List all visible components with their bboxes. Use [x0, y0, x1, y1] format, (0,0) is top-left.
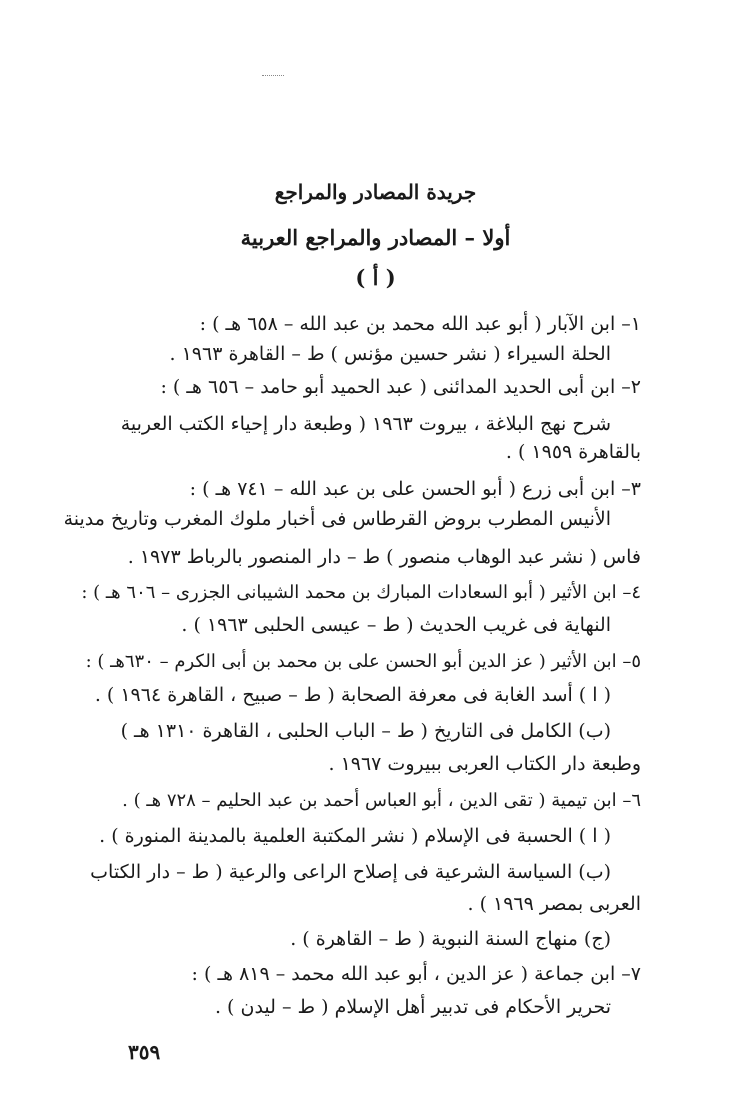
entry-text: بالقاهرة ١٩٥٩ ) .	[505, 441, 641, 463]
entry-text: تحرير الأحكام فى تدبير أهل الإسلام ( ط – ليدن ) .	[214, 996, 611, 1018]
entry-text: النهاية فى غريب الحديث ( ط – عيسى الحلبى ١٩٦٣ ) .	[181, 614, 611, 636]
entry-heading: ٤– ابن الأثير ( أبو السعادات المبارك بن محمد الشيبانى الجزرى – ٦٠٦ هـ ) :	[81, 582, 641, 603]
entry-text: العربى بمصر ١٩٦٩ ) .	[467, 893, 641, 915]
entry-heading: ١– ابن الآبار ( أبو عبد الله محمد بن عبد الله – ٦٥٨ هـ ) :	[199, 313, 641, 335]
entry-heading: ٣– ابن أبى زرع ( أبو الحسن على بن عبد الله – ٧٤١ هـ ) :	[189, 478, 641, 500]
entry-text: (ج) منهاج السنة النبوية ( ط – القاهرة ) .	[290, 928, 611, 950]
entry-heading: ٢– ابن أبى الحديد المدائنى ( عبد الحميد أبو حامد – ٦٥٦ هـ ) :	[160, 376, 641, 398]
page-title: جريدة المصادر والمراجع	[274, 180, 477, 204]
entry-text: (ب) الكامل فى التاريخ ( ط – الباب الحلبى ، القاهرة ١٣١٠ هـ )	[120, 720, 611, 742]
entry-heading: ٥– ابن الأثير ( عز الدين أبو الحسن على بن محمد بن أبى الكرم – ٦٣٠هـ ) :	[85, 651, 641, 672]
entry-heading: ٧– ابن جماعة ( عز الدين ، أبو عبد الله محمد – ٨١٩ هـ ) :	[191, 963, 641, 985]
entry-text: شرح نهج البلاغة ، بيروت ١٩٦٣ ( وطبعة دار إحياء الكتب العربية	[120, 413, 611, 435]
section-title: أولا – المصادر والمراجع العربية	[240, 225, 511, 250]
entry-text: ( ا ) الحسبة فى الإسلام ( نشر المكتبة العلمية بالمدينة المنورة ) .	[99, 825, 611, 847]
entry-text: (ب) السياسة الشرعية فى إصلاح الراعى والرعية ( ط – دار الكتاب	[90, 861, 611, 883]
top-mark	[262, 75, 284, 77]
entry-text: ( ا ) أسد الغابة فى معرفة الصحابة ( ط – صبيح ، القاهرة ١٩٦٤ ) .	[94, 684, 611, 706]
entry-heading: ٦– ابن تيمية ( تقى الدين ، أبو العباس أحمد بن عبد الحليم – ٧٢٨ هـ ) .	[122, 790, 641, 811]
entry-text: الأنيس المطرب بروض القرطاس فى أخبار ملوك المغرب وتاريخ مدينة	[63, 508, 611, 530]
entry-text: الحلة السيراء ( نشر حسين مؤنس ) ط – القاهرة ١٩٦٣ .	[169, 343, 611, 365]
entry-text: فاس ( نشر عبد الوهاب منصور ) ط – دار المنصور بالرباط ١٩٧٣ .	[127, 546, 641, 568]
entry-text: وطبعة دار الكتاب العربى ببيروت ١٩٦٧ .	[328, 753, 641, 775]
page-number: ٣٥٩	[128, 1040, 161, 1064]
section-letter: ( أ )	[355, 265, 396, 290]
